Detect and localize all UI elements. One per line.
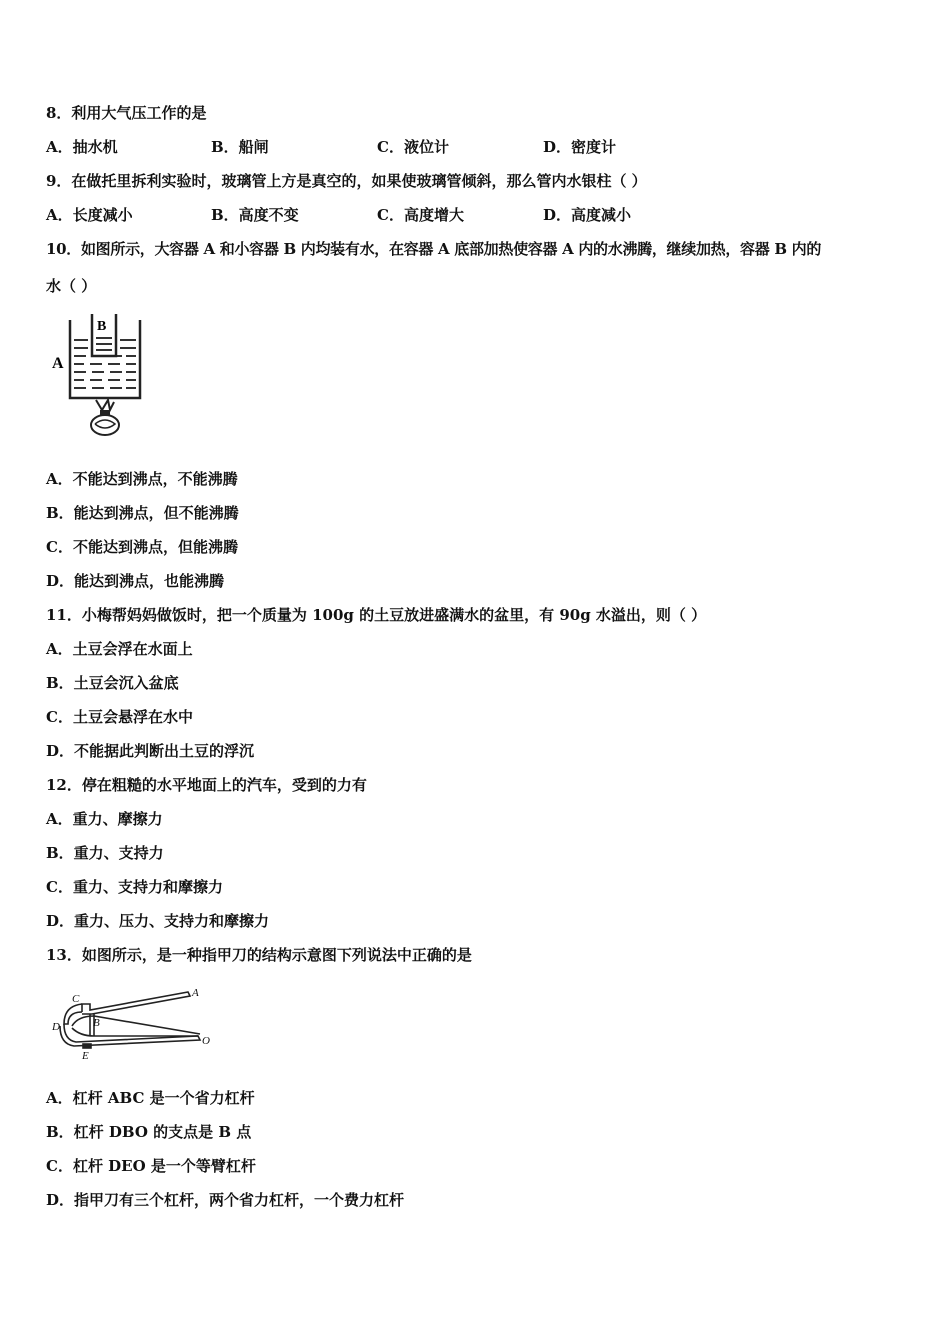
question-10-option-d: D．能达到沸点，也能沸腾	[46, 572, 225, 590]
question-12-stem: 12．停在粗糙的水平地面上的汽车，受到的力有	[46, 776, 367, 794]
question-11-option-a: A．土豆会浮在水面上	[46, 640, 193, 658]
question-8-option-b: B．船闸	[211, 138, 269, 156]
question-9-option-b: B．高度不变	[211, 206, 299, 224]
figure-label-b: B	[97, 319, 107, 334]
question-9-option-c: C．高度增大	[377, 206, 464, 224]
question-13-option-b: B．杠杆 DBO 的支点是 B 点	[46, 1123, 252, 1141]
question-9-stem: 9．在做托里拆利实验时，玻璃管上方是真空的，如果使玻璃管倾斜，那么管内水银柱（ ）	[46, 172, 647, 190]
question-9-option-d: D．高度减小	[543, 206, 632, 224]
question-13-stem: 13．如图所示，是一种指甲刀的结构示意图下列说法中正确的是	[46, 946, 472, 964]
question-11-option-d: D．不能据此判断出土豆的浮沉	[46, 742, 255, 760]
question-8-option-d: D．密度计	[543, 138, 617, 156]
question-10-option-a: A．不能达到沸点，不能沸腾	[46, 470, 238, 488]
question-8-option-a: A．抽水机	[46, 138, 118, 156]
question-11-stem: 11．小梅帮妈妈做饭时，把一个质量为 100g 的土豆放进盛满水的盆里，有 90g 水溢出，则（ ）	[46, 606, 707, 624]
question-8-stem: 8．利用大气压工作的是	[46, 104, 207, 122]
figure-label-e: E	[82, 1050, 89, 1060]
nail-clipper-figure	[50, 984, 212, 1060]
alcohol-lamp	[91, 400, 119, 435]
question-10-stem-line-1: 10．如图所示，大容器 A 和小容器 B 内均装有水，在容器 A 底部加热使容器 A 内的水沸腾，继续加热，容器 B 内的	[46, 240, 822, 258]
figure-label-c: C	[72, 993, 80, 1005]
question-12-option-c: C．重力、支持力和摩擦力	[46, 878, 223, 896]
figure-label-a: A	[192, 987, 199, 999]
question-8-option-c: C．液位计	[377, 138, 449, 156]
question-10-option-b: B．能达到沸点，但不能沸腾	[46, 504, 239, 522]
question-11-option-c: C．土豆会悬浮在水中	[46, 708, 193, 726]
question-13-option-d: D．指甲刀有三个杠杆，两个省力杠杆，一个费力杠杆	[46, 1191, 405, 1209]
question-9-option-a: A．长度减小	[46, 206, 133, 224]
question-12-option-d: D．重力、压力、支持力和摩擦力	[46, 912, 270, 930]
beaker-heating-figure	[48, 312, 148, 440]
question-13-option-c: C．杠杆 DEO 是一个等臂杠杆	[46, 1157, 256, 1175]
question-13-option-a: A．杠杆 ABC 是一个省力杠杆	[46, 1089, 255, 1107]
figure-label-d: D	[52, 1021, 60, 1033]
question-11-option-b: B．土豆会沉入盆底	[46, 674, 179, 692]
question-12-option-b: B．重力、支持力	[46, 844, 164, 862]
nail-clipper-outline	[60, 992, 200, 1048]
figure-label-b: B	[93, 1017, 100, 1029]
figure-label-o: O	[202, 1035, 210, 1047]
question-12-option-a: A．重力、摩擦力	[46, 810, 163, 828]
question-10-option-c: C．不能达到沸点，但能沸腾	[46, 538, 238, 556]
question-10-stem-line-2: 水（ ）	[46, 277, 97, 295]
figure-label-a: A	[52, 355, 64, 372]
